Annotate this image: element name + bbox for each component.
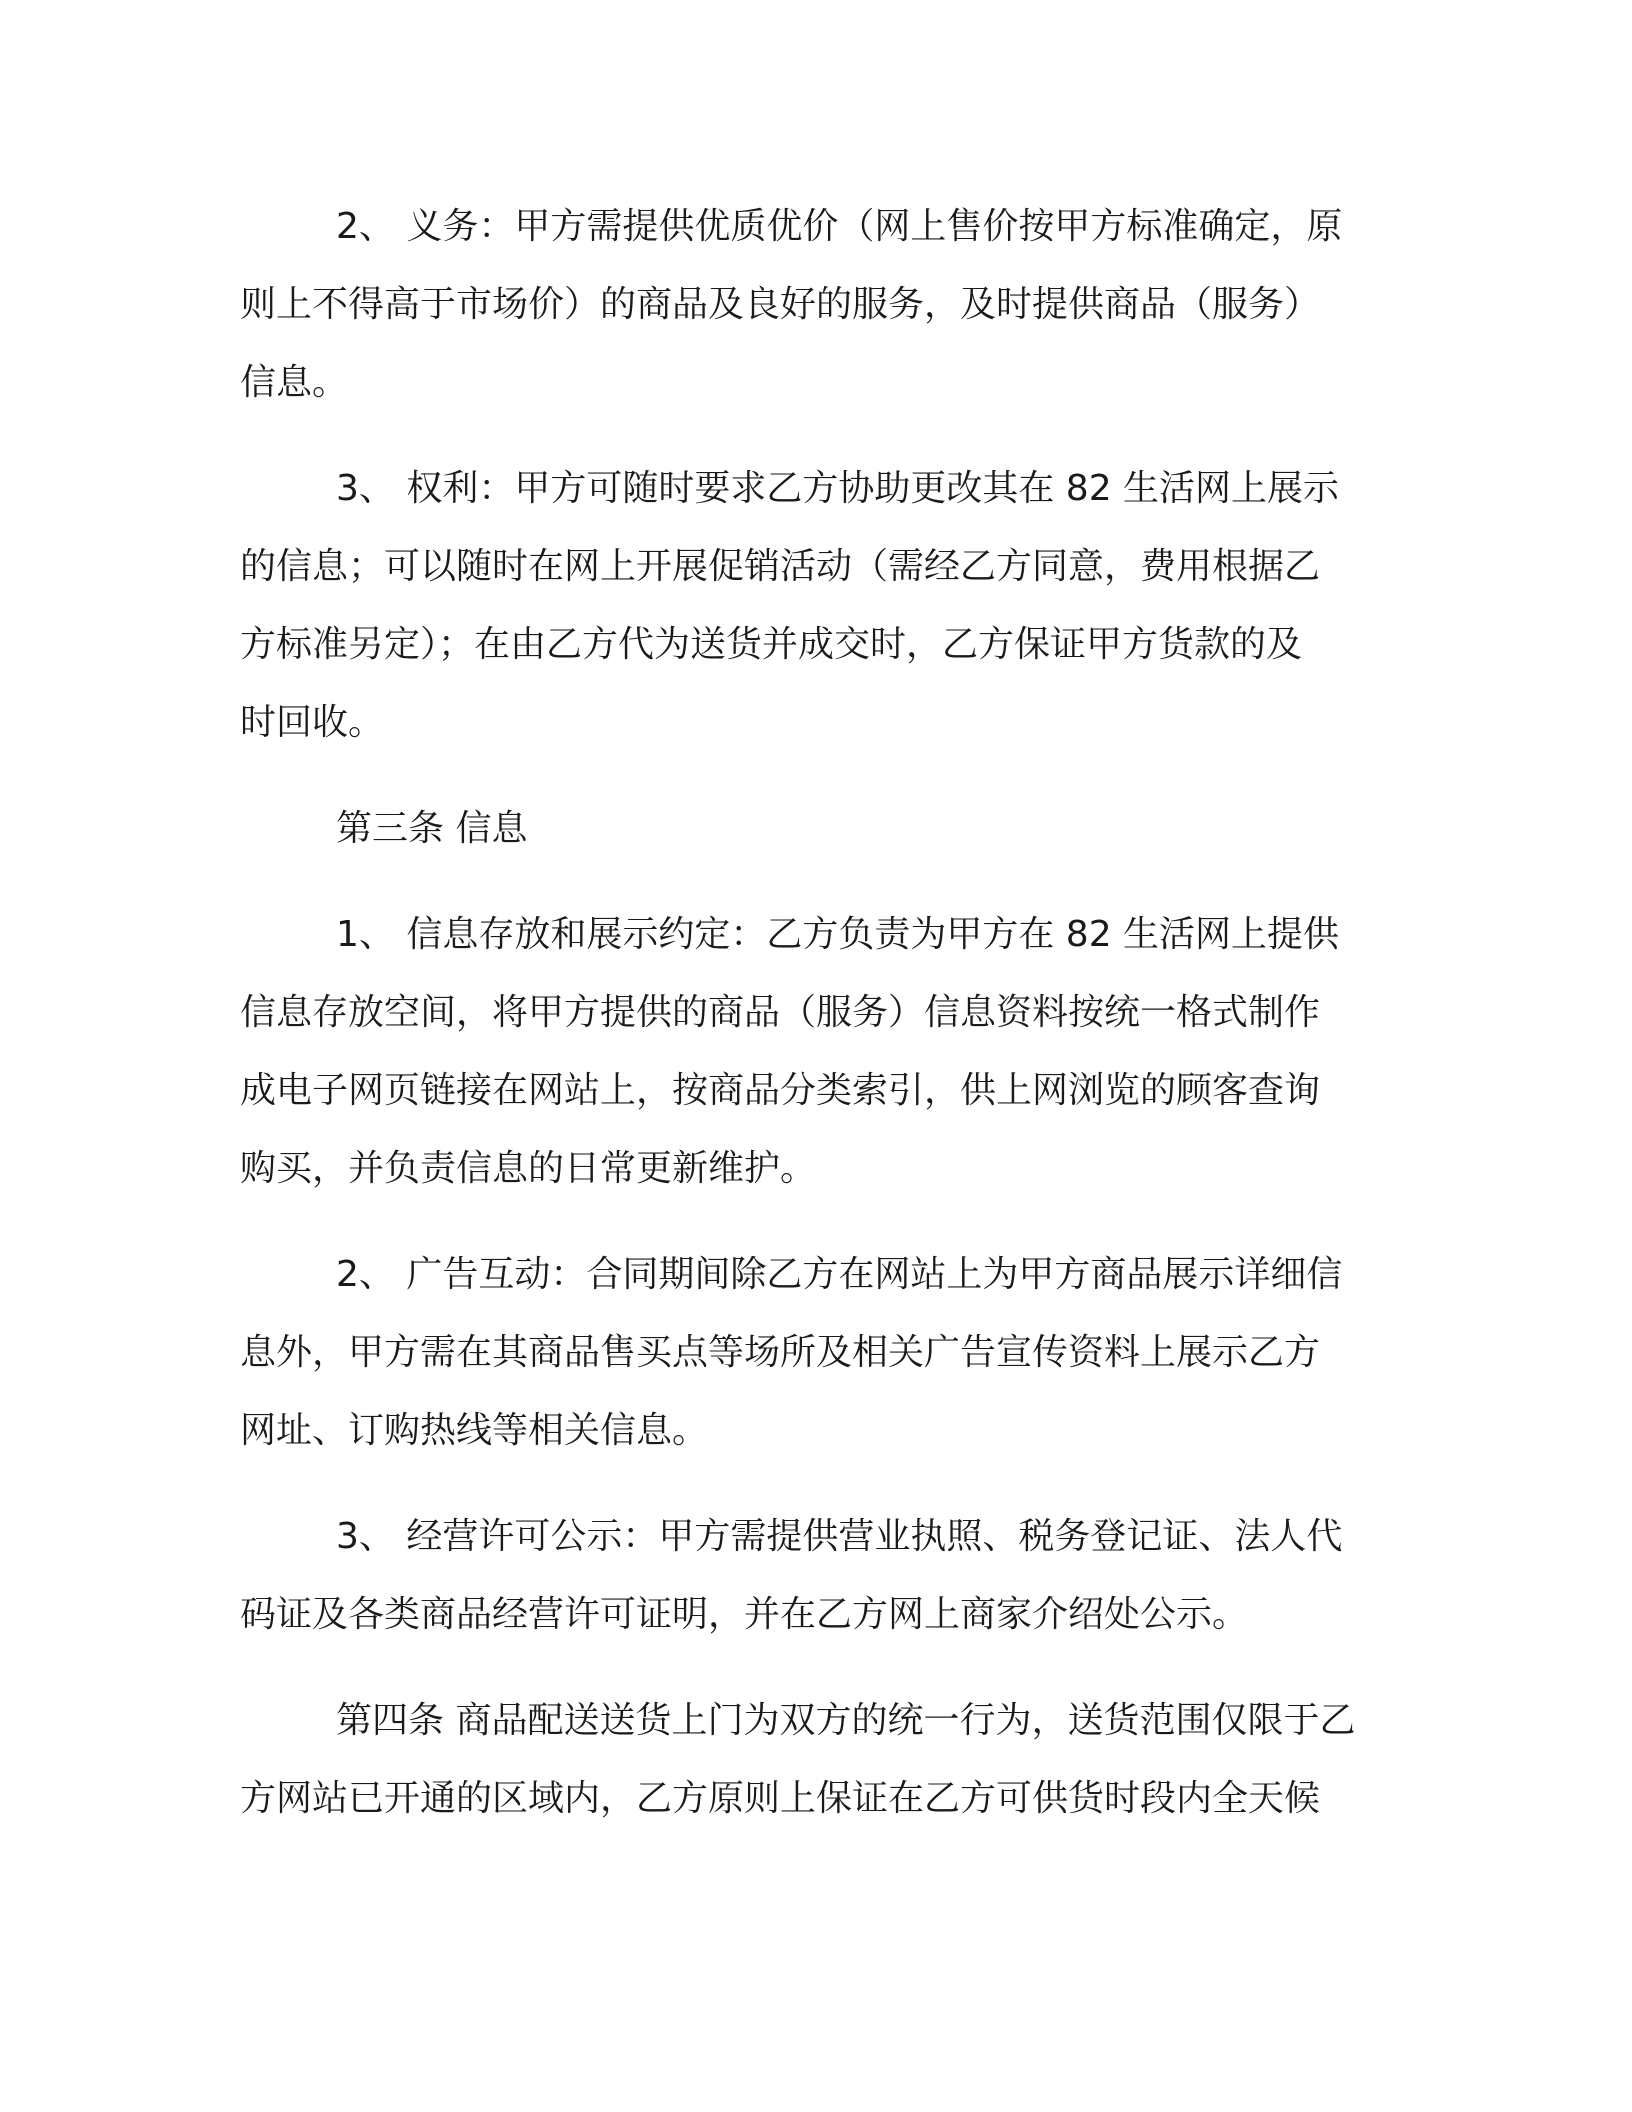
text-line: 购买，并负责信息的日常更新维护。 xyxy=(240,1148,817,1189)
paragraph-rights xyxy=(240,450,1392,762)
text-line: 3、 权利：甲方可随时要求乙方协助更改其在 82 生活网上展示 xyxy=(336,468,1340,509)
text-line: 信息存放空间，将甲方提供的商品（服务）信息资料按统一格式制作 xyxy=(240,992,1321,1033)
paragraph-article-4-delivery xyxy=(240,1682,1392,1838)
text-line: 第三条 信息 xyxy=(336,808,528,849)
text-line: 的信息；可以随时在网上开展促销活动（需经乙方同意，费用根据乙 xyxy=(240,546,1321,587)
text-line: 息外，甲方需在其商品售买点等场所及相关广告宣传资料上展示乙方 xyxy=(240,1332,1321,1373)
document-page xyxy=(240,188,1392,1866)
paragraph-ad-interaction xyxy=(240,1236,1392,1470)
paragraph-info-storage xyxy=(240,896,1392,1208)
text-line: 方网站已开通的区域内，乙方原则上保证在乙方可供货时段内全天候 xyxy=(240,1778,1321,1819)
text-line: 码证及各类商品经营许可证明，并在乙方网上商家介绍处公示。 xyxy=(240,1594,1249,1635)
text-line: 信息。 xyxy=(240,362,349,403)
paragraph-obligation xyxy=(240,188,1392,422)
text-line: 2、 广告互动：合同期间除乙方在网站上为甲方商品展示详细信 xyxy=(336,1254,1343,1295)
text-line: 3、 经营许可公示：甲方需提供营业执照、税务登记证、法人代 xyxy=(336,1516,1343,1557)
text-line: 网址、订购热线等相关信息。 xyxy=(240,1410,709,1451)
text-line: 成电子网页链接在网站上，按商品分类索引，供上网浏览的顾客查询 xyxy=(240,1070,1321,1111)
text-line: 1、 信息存放和展示约定：乙方负责为甲方在 82 生活网上提供 xyxy=(336,914,1340,955)
paragraph-license-disclosure xyxy=(240,1498,1392,1654)
section-heading-article-3 xyxy=(240,790,1392,868)
text-line: 时回收。 xyxy=(240,702,385,743)
text-line: 则上不得高于市场价）的商品及良好的服务，及时提供商品（服务） xyxy=(240,284,1321,325)
text-line: 第四条 商品配送送货上门为双方的统一行为，送货范围仅限于乙 xyxy=(336,1700,1356,1741)
text-line: 方标准另定）；在由乙方代为送货并成交时，乙方保证甲方货款的及 xyxy=(240,624,1303,665)
text-line: 2、 义务：甲方需提供优质优价（网上售价按甲方标准确定，原 xyxy=(336,206,1343,247)
